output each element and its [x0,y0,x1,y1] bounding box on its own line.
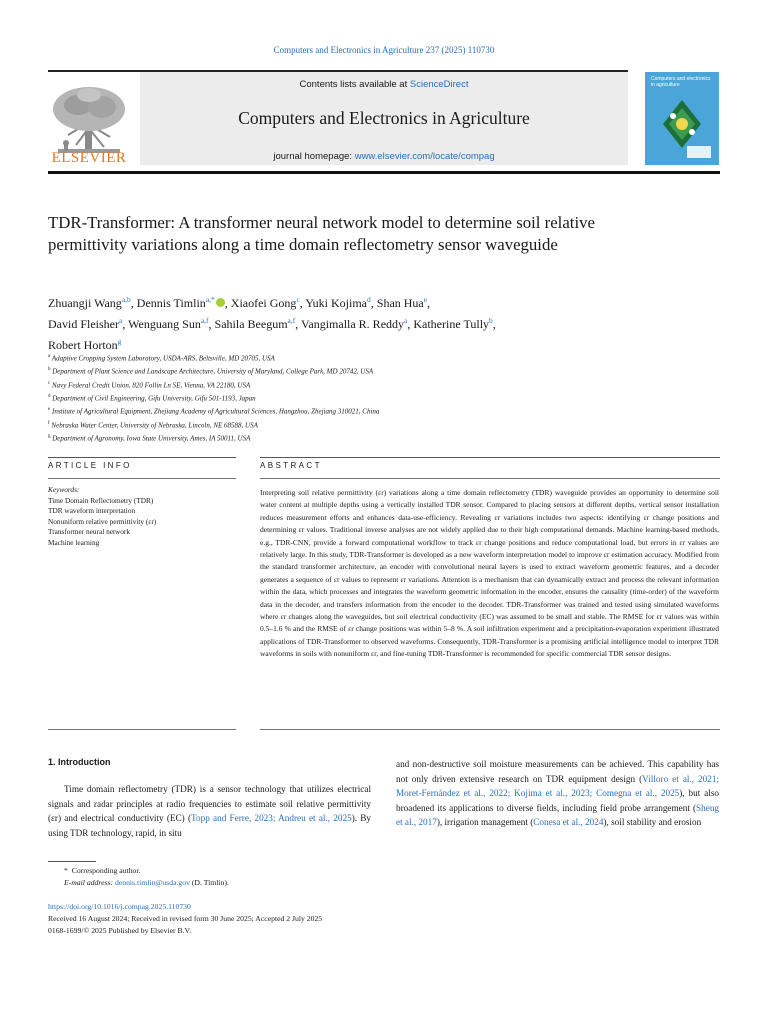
abstract-bottom-rule [260,729,720,730]
citation-link[interactable]: Sheng et al., 2017 [396,802,719,827]
body-text: ), but also broadened its applications to diverse fields, including field probe arrangement ( [396,788,719,813]
footnote-rule [48,861,96,862]
doi-link[interactable]: https://doi.org/10.1016/j.compag.2025.110730 [48,902,191,911]
cover-title: Computers and electronics in agriculture [651,76,711,88]
author-affil-sup[interactable]: g [117,337,122,346]
author-name[interactable]: Sahila Beegum [214,317,288,331]
section-heading-introduction: 1. Introduction [48,757,111,767]
citation-link[interactable]: Topp and Ferre, 2023; Andreu et al., 2025 [191,813,352,823]
affiliation-item: $^b$ Department of Plant Science and Landscape Architecture, University of Maryland, College Park, MD 20742, USA [48,367,374,376]
affiliation-item: $^g$ Department of Agronomy, Iowa State University, Ames, IA 50011, USA [48,433,251,443]
author-affil-sup[interactable]: a,* [205,295,215,304]
contents-prefix: Contents lists available at [299,79,410,90]
author-name[interactable]: Vangimalla R. Reddy [301,317,405,331]
citation-link[interactable]: Villoro et al., 2021; Moret-Fernández et al., 2022; Kojima et al., 2023; Comegna et al., 2025 [396,773,719,798]
author-affil-sup[interactable]: e [423,295,428,304]
keyword-item: Transformer neural network [48,527,131,537]
journal-title: Computers and Electronics in Agriculture [238,108,530,128]
corresponding-author-note: Corresponding author. [71,866,141,875]
author-name[interactable]: Wenguang Sun [128,317,201,331]
body-text: ), irrigation management ( [436,817,534,827]
abstract-sub-rule [260,478,720,479]
affiliation-item: $^f$ Nebraska Water Center, University of Nebraska, Lincoln, NE 68588, USA [48,420,258,429]
body-text: Time domain reflectometry (TDR) is a sensor technology that utilizes electrical signals and radar principles at radio frequencies to estimate soil relative permittivity (εr) and electrical conductivity (EC) ( [48,784,371,823]
author-name[interactable]: Zhuangji Wang [48,296,122,310]
header-rule [48,171,720,174]
article-info-top-rule [48,457,236,458]
author-affil-sup[interactable]: a,f [287,316,296,325]
copyright-line: 0168-1699/© 2025 Published by Elsevier B.V. [48,926,192,935]
email-owner: (D. Timlin). [191,878,229,887]
keywords-label: Keywords: [48,485,80,494]
keyword-item: Time Domain Reflectometry (TDR) [48,495,154,505]
received-dates: Received 16 August 2024; Received in revised form 30 June 2025; Accepted 2 July 2025 [48,914,323,923]
contents-line [140,79,628,90]
author-affil-sup[interactable]: a [119,316,123,325]
footnote-star: * [64,866,68,875]
author-affil-sup[interactable]: a [404,316,408,325]
author-affil-sup[interactable]: c [296,295,300,304]
author-list: Zhuangji Wang$^{a,b}$, Dennis Timlin$^{a,*}$ , Xiaofei Gong$^c$, Yuki Kojima$^d$, Shan Hua$^e$, David Fleisher$^a$, Wenguang Sun$^{a,f}$, Sahila Beegum$^{a,f}$, Vangimalla R. Reddy$^a$, Katherine Tully$^b$, Robert Horton$^g$ [48,295,496,352]
homepage-line [140,151,628,162]
author-affil-sup[interactable]: d [367,295,371,304]
abstract-heading: ABSTRACT [260,461,322,470]
body-column-right [396,757,719,830]
cover-art-icon [645,72,719,165]
email-label: E-mail address: [64,878,114,887]
email-link[interactable]: dennis.timlin@usda.gov [114,878,190,887]
author-name[interactable]: Katherine Tully [413,317,490,331]
body-text: ). By using TDR technology, rapid, in situ [48,813,372,838]
sciencedirect-link[interactable]: ScienceDirect [409,79,469,90]
abstract-text: Interpreting soil relative permittivity (εr) variations along a time domain reflectometry (TDR) waveguide provides an opportunity to determine soil water content at multiple depths using a vertically installed TDR sensor. Compared to placing sensors at different depths, vertical sensor installation reduces measurement efforts and enhances data-use-efficiency. Revealing εr variations includes two aspects: identifying εr change positions and determining εr values. Traditional inverse analyses are not widely applied due to their high computational demands. Machine learning-based methods, e.g., TDR-CNN, provide a forward computational workflow to track εr change positions and reduce computational load, but errors in εr values are relatively large. In this study, TDR-Transformer is developed as a new waveform interpretation model to improve εr estimation accuracy. Modified from the standard transformer architecture, an encoder with convolutional neural layers is used to extract waveform geometric features, and a decoder generates a sequence of εr values to represent εr variations. Attention is a mechanism that can dynamically extract and process the relevant information within the data, which processes and integrates the waveform geometric information in the encoder, ensures the causality (time-order) of the waveform data in the decoder, and transfers information from the encoder to the decoder. TDR-Transformer was trained and tested using simulated waveforms where εr changes along the waveguides, but soil electrical conductivity (EC) was assumed to be small and stable. The RMSE for εr values was within 0.5–1.6 % and the RMSE of εr change positions was within 5–8 %. A soil infiltration experiment and a precipitation-evaporation experiment illustrated applications of TDR-Transformer to observed waveforms. Consequently, TDR-Transformer is a promising artificial intelligence model to interpret TDR waveforms in soils with nonuniform εr, and fine-tuning TDR-Transformer is recommended for specific commercial TDR sensor designs. [260,488,719,659]
abstract-top-rule [260,457,720,458]
affiliation-item: $^e$ Institute of Agricultural Equipment, Zhejiang Academy of Agricultural Sciences, Hangzhou, Zhejiang 310021, China [48,407,380,416]
article-info-heading: ARTICLE INFO [48,461,132,470]
body-text: ), soil stability and erosion [603,817,702,827]
keywords-block [48,485,236,549]
body-text: and non-destructive soil moisture measurements can be achieved. This capability has not only driven extensive research on TDR equipment design ( [396,759,719,784]
author-affil-sup[interactable]: a,f [200,316,209,325]
homepage-prefix: journal homepage: [273,151,355,162]
orcid-icon[interactable] [216,298,225,307]
affiliation-list [48,351,720,444]
affiliation-item: $^a$ Adaptive Cropping System Laboratory, USDA-ARS, Beltsville, MD 20705, USA [48,354,275,363]
body-column-left [48,782,371,840]
author-name[interactable]: Xiaofei Gong [230,296,297,310]
footnote-block [64,865,384,889]
author-name[interactable]: David Fleisher [48,317,119,331]
article-title: TDR-Transformer: A transformer neural network model to determine soil relative permittivity variations along a time domain reflectometry sensor waveguide [48,213,595,254]
journal-cover-thumbnail[interactable] [645,72,719,165]
author-name[interactable]: Dennis Timlin [136,296,206,310]
publisher-name[interactable]: ELSEVIER [51,150,127,166]
keyword-item: Nonuniform relative permittivity (εr) [48,516,157,526]
article-info-sub-rule [48,478,236,479]
keyword-item: TDR waveform interpretation [48,506,136,516]
affiliation-item: $^c$ Navy Federal Credit Union, 820 Follin Ln SE, Vienna, VA 22180, USA [48,380,251,389]
keyword-item: Machine learning [48,537,100,547]
author-name[interactable]: Shan Hua [376,296,424,310]
article-info-bottom-rule [48,729,236,730]
citation-link[interactable]: Conesa et al., 2024 [533,817,604,827]
author-affil-sup[interactable]: a,b [121,295,131,304]
author-name[interactable]: Robert Horton [48,338,118,352]
publication-info [48,901,468,937]
author-affil-sup[interactable]: b [489,316,493,325]
journal-reference[interactable]: Computers and Electronics in Agriculture 237 (2025) 110730 [273,45,495,55]
affiliation-item: $^d$ Department of Civil Engineering, Gifu University, Gifu 501-1193, Japan [48,393,256,403]
author-name[interactable]: Yuki Kojima [305,296,368,310]
homepage-link[interactable]: www.elsevier.com/locate/compag [354,151,495,162]
